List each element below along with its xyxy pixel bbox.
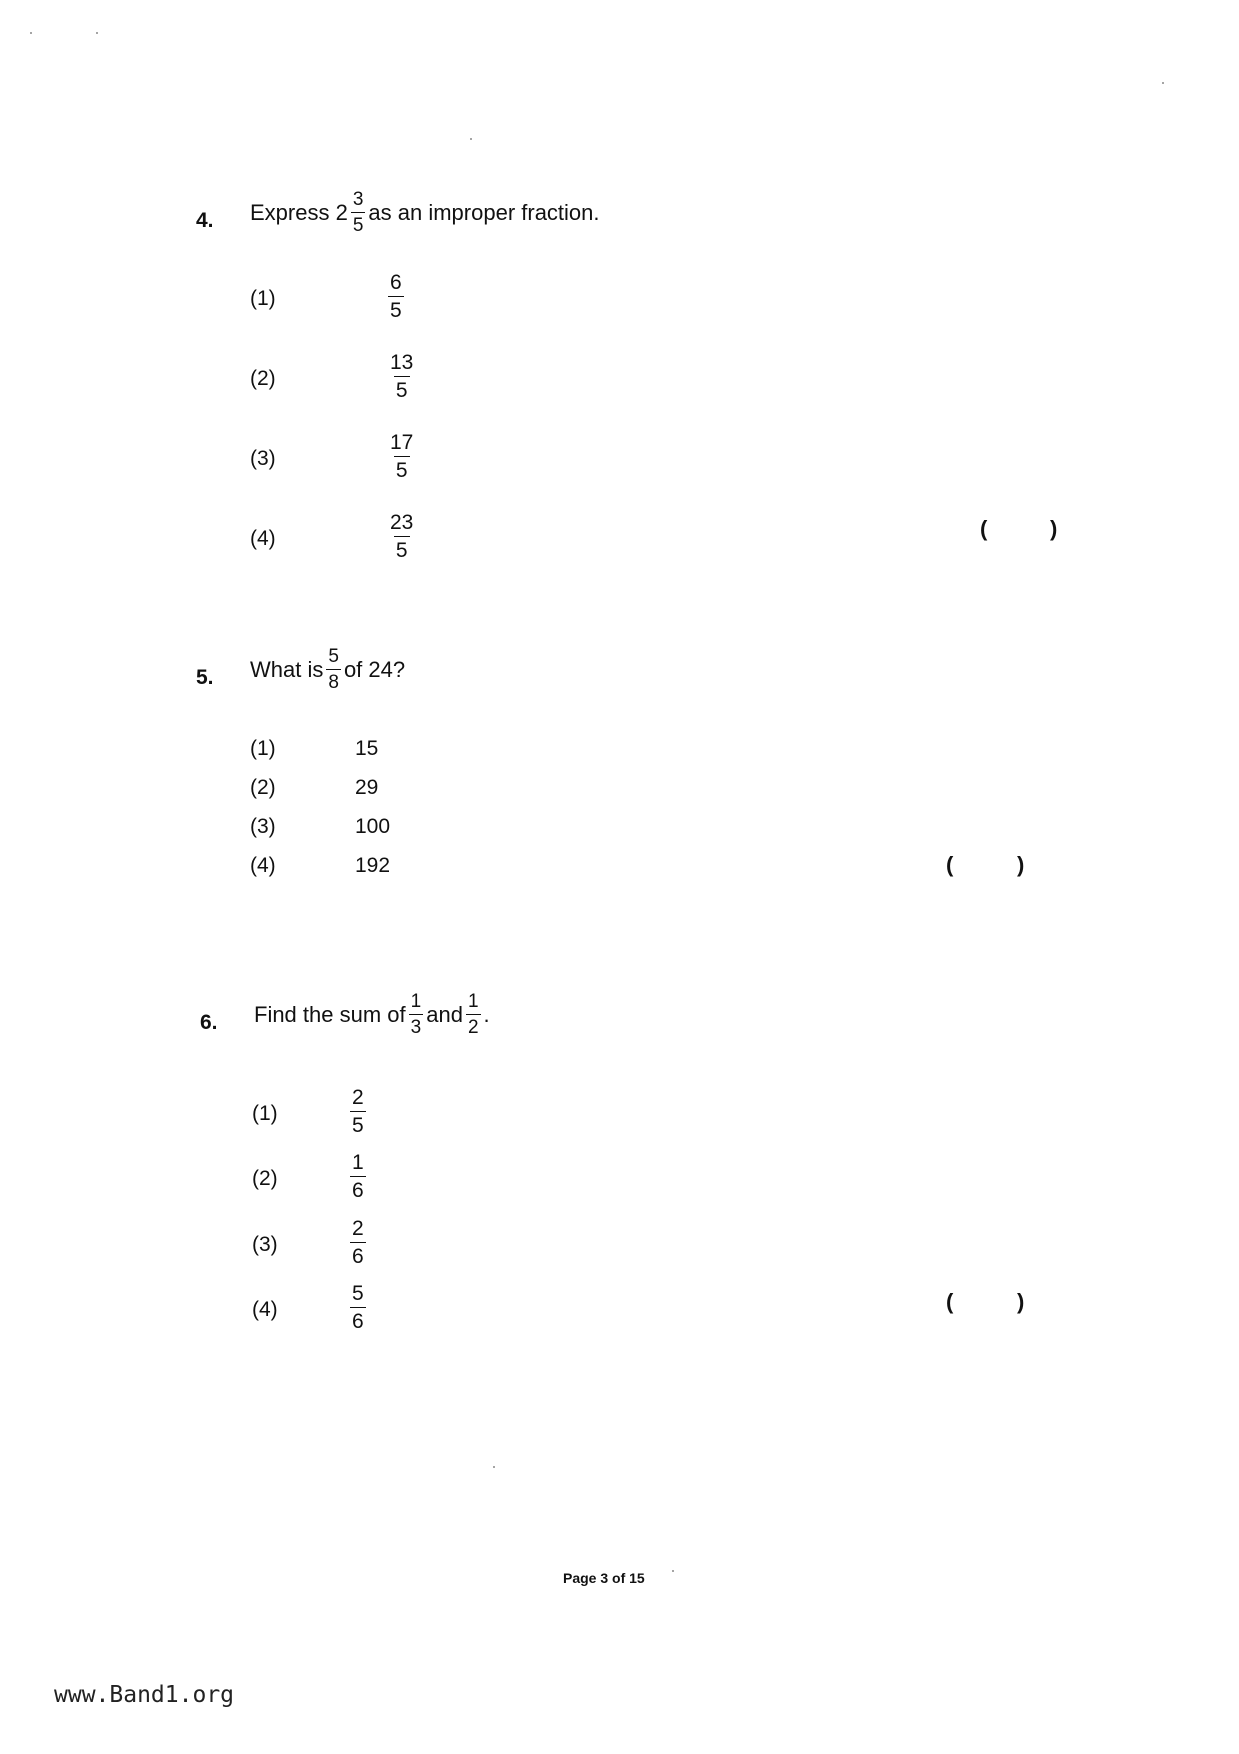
- scan-speck: [30, 32, 32, 34]
- question-6-prompt-before: Find the sum of: [254, 1001, 406, 1027]
- q4-option-2-label: (2): [250, 367, 276, 390]
- question-4-prompt-fraction: [351, 190, 366, 235]
- question-5-number: 5.: [196, 666, 214, 689]
- q4-option-4-fraction: [388, 512, 415, 561]
- question-5-prompt-fraction: [326, 647, 341, 692]
- fraction-denominator: 5: [394, 536, 410, 561]
- q5-answer-close-paren: ): [1017, 852, 1025, 877]
- fraction-numerator: 13: [390, 351, 414, 374]
- fraction-numerator: 2: [352, 1217, 364, 1240]
- fraction-denominator: 3: [409, 1014, 424, 1037]
- q6-answer-close-paren: ): [1017, 1289, 1025, 1314]
- q5-option-2-value: 29: [355, 776, 379, 799]
- question-4-prompt-before: Express 2: [250, 199, 348, 225]
- q6-option-4-fraction: [350, 1283, 366, 1332]
- q6-option-1-fraction: [350, 1087, 366, 1136]
- scan-speck: [1162, 82, 1164, 84]
- fraction-denominator: 2: [466, 1014, 481, 1037]
- fraction-numerator: 1: [352, 1151, 364, 1174]
- fraction-numerator: 5: [328, 646, 339, 667]
- fraction-denominator: 6: [350, 1242, 366, 1267]
- q5-option-3-value: 100: [355, 815, 391, 838]
- question-4-prompt: [250, 190, 600, 235]
- q6-option-2-fraction: [350, 1152, 366, 1201]
- q5-option-1-label: (1): [250, 737, 276, 760]
- page-number-footer: Page 3 of 15: [563, 1570, 645, 1586]
- fraction-denominator: 5: [350, 1111, 366, 1136]
- question-5-prompt-middle: of 24?: [343, 656, 406, 682]
- scan-speck: [493, 1466, 495, 1468]
- question-4-prompt-middle: as an improper fraction.: [368, 199, 600, 225]
- q5-option-3-label: (3): [250, 815, 276, 838]
- question-6-prompt-after: .: [483, 1001, 490, 1027]
- scan-speck: [470, 138, 472, 140]
- fraction-numerator: 2: [352, 1086, 364, 1109]
- q4-answer-blank[interactable]: [994, 512, 1038, 542]
- fraction-numerator: 5: [352, 1282, 364, 1305]
- q6-option-2-label: (2): [252, 1167, 278, 1190]
- question-6-prompt-fraction-1: [409, 992, 424, 1037]
- q6-option-1-label: (1): [252, 1102, 278, 1125]
- q6-option-3-label: (3): [252, 1233, 278, 1256]
- q5-option-1-value: 15: [355, 737, 379, 760]
- q5-option-4-value: 192: [355, 854, 391, 877]
- fraction-numerator: 1: [410, 991, 422, 1012]
- q4-answer-open-paren: (: [980, 516, 988, 541]
- q4-option-4-label: (4): [250, 527, 276, 550]
- scan-speck: [672, 1570, 674, 1572]
- question-6-prompt: [254, 992, 490, 1037]
- q4-option-1-label: (1): [250, 287, 276, 310]
- q5-option-4-label: (4): [250, 854, 276, 877]
- q6-option-4-label: (4): [252, 1298, 278, 1321]
- fraction-numerator: 6: [390, 271, 402, 294]
- question-6-prompt-fraction-2: [466, 992, 481, 1037]
- q4-option-3-fraction: [388, 432, 415, 481]
- fraction-denominator: 6: [350, 1176, 366, 1201]
- question-5-prompt: [250, 647, 405, 692]
- site-watermark: www.Band1.org: [54, 1682, 235, 1708]
- question-4-number: 4.: [196, 209, 214, 232]
- question-5-prompt-before: What is: [250, 656, 324, 682]
- fraction-denominator: 5: [351, 212, 366, 235]
- fraction-denominator: 5: [388, 296, 404, 321]
- question-6-number: 6.: [200, 1011, 218, 1034]
- q4-option-3-label: (3): [250, 447, 276, 470]
- fraction-denominator: 6: [350, 1307, 366, 1332]
- scan-speck: [96, 32, 98, 34]
- fraction-denominator: 8: [326, 669, 341, 692]
- fraction-numerator: 23: [390, 511, 414, 534]
- q6-answer-blank[interactable]: [960, 1285, 1004, 1315]
- q6-option-3-fraction: [350, 1218, 366, 1267]
- q4-answer-close-paren: ): [1050, 516, 1058, 541]
- fraction-numerator: 17: [390, 431, 414, 454]
- q4-option-2-fraction: [388, 352, 415, 401]
- fraction-numerator: 3: [352, 189, 364, 210]
- fraction-denominator: 5: [394, 456, 410, 481]
- q5-answer-open-paren: (: [946, 852, 954, 877]
- q6-answer-open-paren: (: [946, 1289, 954, 1314]
- q5-option-2-label: (2): [250, 776, 276, 799]
- fraction-denominator: 5: [394, 376, 410, 401]
- q5-answer-blank[interactable]: [960, 848, 1004, 878]
- question-6-prompt-middle: and: [426, 1001, 463, 1027]
- q4-option-1-fraction: [388, 272, 404, 321]
- fraction-numerator: 1: [467, 991, 479, 1012]
